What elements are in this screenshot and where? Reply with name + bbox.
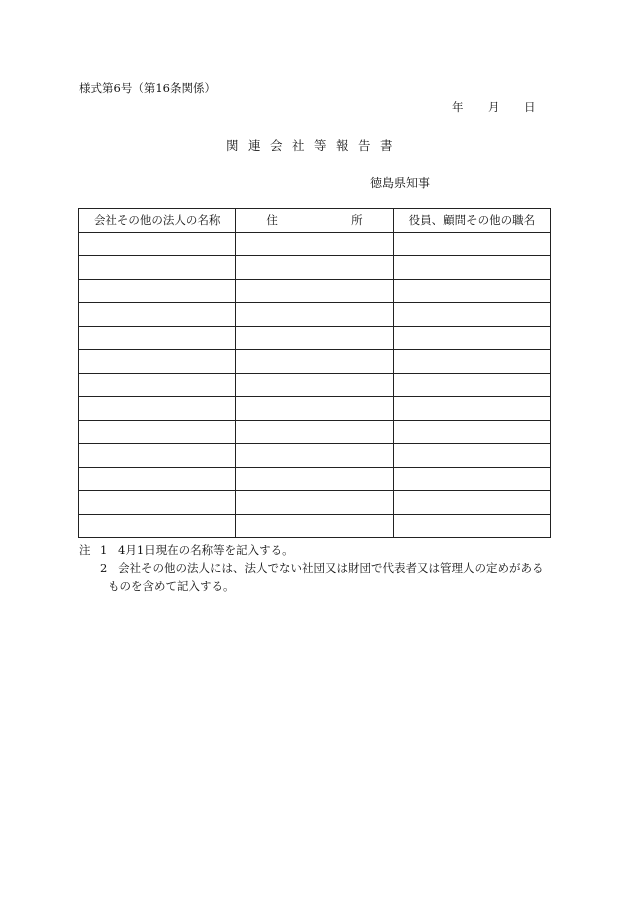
column-header-company-name: 会社その他の法人の名称 bbox=[79, 209, 236, 233]
company-name-cell[interactable] bbox=[79, 467, 236, 491]
table-row bbox=[79, 467, 551, 491]
company-name-cell[interactable] bbox=[79, 397, 236, 421]
position-cell[interactable] bbox=[393, 303, 550, 327]
note-2 bbox=[100, 560, 544, 576]
position-cell[interactable] bbox=[393, 467, 550, 491]
table-row bbox=[79, 303, 551, 327]
note-text: 会社その他の法人には、法人でない社団又は財団で代表者又は管理人の定めがある bbox=[118, 561, 544, 575]
position-cell[interactable] bbox=[393, 373, 550, 397]
address-cell[interactable] bbox=[236, 232, 393, 256]
table-row bbox=[79, 397, 551, 421]
addressee: 徳島県知事 bbox=[370, 176, 431, 190]
company-name-cell[interactable] bbox=[79, 303, 236, 327]
address-cell[interactable] bbox=[236, 303, 393, 327]
note-number: 2 bbox=[100, 561, 108, 575]
form-number: 様式第6号（第16条関係） bbox=[79, 81, 216, 95]
position-cell[interactable] bbox=[393, 397, 550, 421]
table-row bbox=[79, 326, 551, 350]
address-cell[interactable] bbox=[236, 514, 393, 538]
table-row bbox=[79, 350, 551, 374]
document-title: 関連会社等報告書 bbox=[226, 138, 403, 153]
position-cell[interactable] bbox=[393, 491, 550, 515]
position-cell[interactable] bbox=[393, 326, 550, 350]
table-row bbox=[79, 491, 551, 515]
position-cell[interactable] bbox=[393, 232, 550, 256]
company-name-cell[interactable] bbox=[79, 420, 236, 444]
company-name-cell[interactable] bbox=[79, 256, 236, 280]
address-cell[interactable] bbox=[236, 373, 393, 397]
table-row bbox=[79, 420, 551, 444]
date-month-label: 月 bbox=[488, 100, 500, 114]
position-cell[interactable] bbox=[393, 444, 550, 468]
company-name-cell[interactable] bbox=[79, 514, 236, 538]
table-row bbox=[79, 279, 551, 303]
table-row bbox=[79, 514, 551, 538]
table-row bbox=[79, 373, 551, 397]
company-name-cell[interactable] bbox=[79, 491, 236, 515]
date-year-label: 年 bbox=[452, 100, 464, 114]
address-cell[interactable] bbox=[236, 350, 393, 374]
related-company-table bbox=[78, 208, 551, 538]
table-row bbox=[79, 444, 551, 468]
note-1 bbox=[79, 542, 294, 558]
address-cell[interactable] bbox=[236, 326, 393, 350]
position-cell[interactable] bbox=[393, 420, 550, 444]
address-cell[interactable] bbox=[236, 256, 393, 280]
address-cell[interactable] bbox=[236, 397, 393, 421]
date-day-label: 日 bbox=[524, 100, 536, 114]
address-cell[interactable] bbox=[236, 420, 393, 444]
company-name-cell[interactable] bbox=[79, 232, 236, 256]
note-label: 注 bbox=[79, 543, 91, 557]
company-name-cell[interactable] bbox=[79, 350, 236, 374]
note-number: 1 bbox=[100, 543, 108, 557]
note-text: 4月1日現在の名称等を記入する。 bbox=[118, 543, 294, 557]
company-name-cell[interactable] bbox=[79, 326, 236, 350]
position-cell[interactable] bbox=[393, 256, 550, 280]
address-cell[interactable] bbox=[236, 279, 393, 303]
date-line bbox=[452, 99, 536, 115]
column-header-position: 役員、顧問その他の職名 bbox=[393, 209, 550, 233]
address-cell[interactable] bbox=[236, 444, 393, 468]
position-cell[interactable] bbox=[393, 350, 550, 374]
column-header-address: 住所 bbox=[236, 209, 393, 233]
table-header-row bbox=[79, 209, 551, 233]
company-name-cell[interactable] bbox=[79, 279, 236, 303]
address-cell[interactable] bbox=[236, 491, 393, 515]
note-2-continuation: ものを含めて記入する。 bbox=[108, 579, 235, 593]
address-cell[interactable] bbox=[236, 467, 393, 491]
company-name-cell[interactable] bbox=[79, 444, 236, 468]
table-row bbox=[79, 232, 551, 256]
table-body bbox=[79, 232, 551, 538]
position-cell[interactable] bbox=[393, 514, 550, 538]
table-row bbox=[79, 256, 551, 280]
position-cell[interactable] bbox=[393, 279, 550, 303]
company-name-cell[interactable] bbox=[79, 373, 236, 397]
